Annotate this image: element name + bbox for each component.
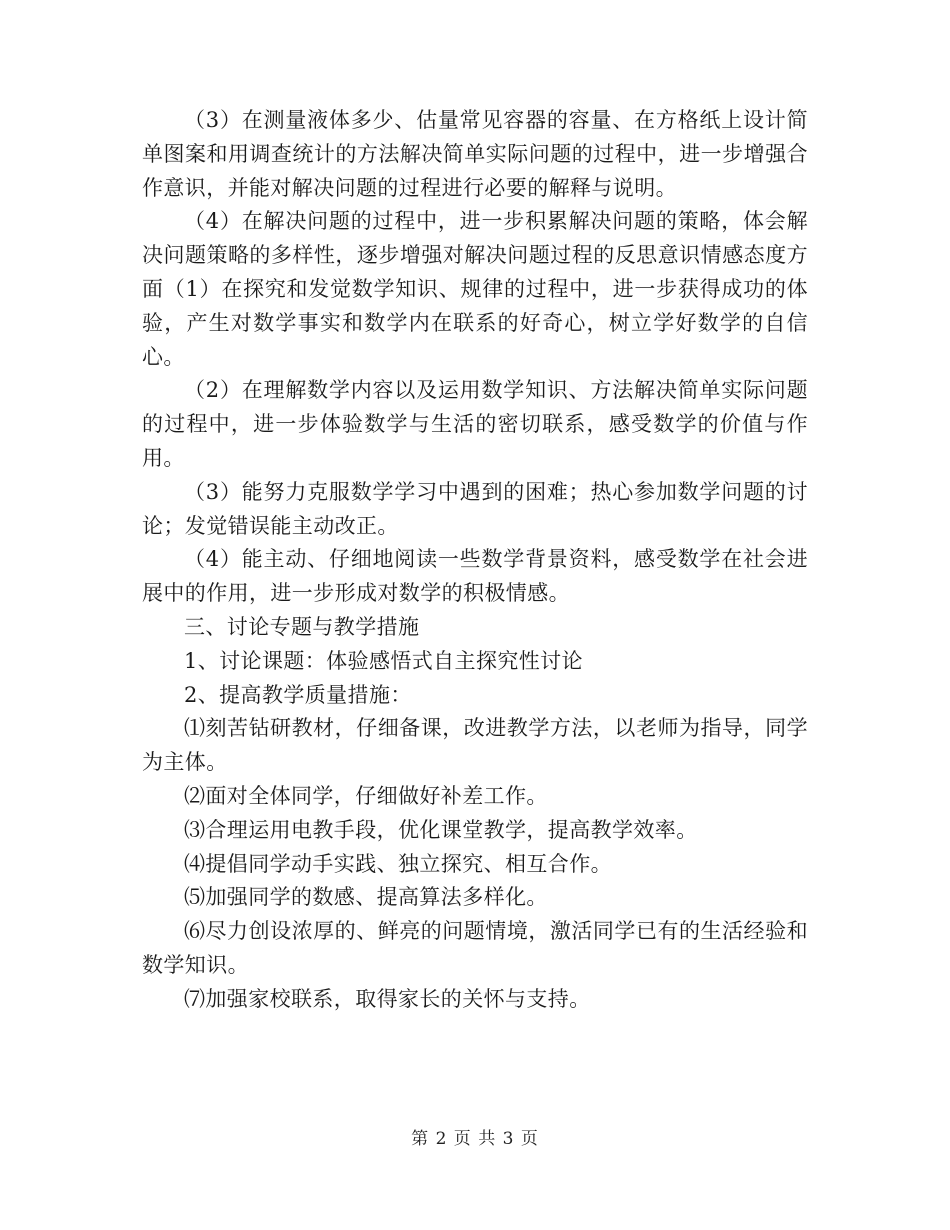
paragraph-2: （4）在解决问题的过程中，进一步积累解决问题的策略，体会解决问题策略的多样性，逐步增强对解决问题过程的反思意识情感态度方面（1）在探究和发觉数学知识、规律的过程中，进一步获得成功的体验，产生对数学事实和数学内在联系的好奇心，树立学好数学的自信心。 [142, 209, 808, 369]
document-body [142, 104, 808, 1017]
paragraph-1: （3）在测量液体多少、估量常见容器的容量、在方格纸上设计简单图案和用调查统计的方法解决简单实际问题的过程中，进一步增强合作意识，并能对解决问题的过程进行必要的解释与说明。 [142, 108, 808, 200]
research-topic: 1、讨论课题：体验感悟式自主探究性讨论 [184, 648, 583, 673]
measure-item-1: ⑴刻苦钻研教材，仔细备课，改进教学方法，以老师为指导，同学为主体。 [142, 716, 808, 775]
measure-item-7: ⑺加强家校联系，取得家长的关怀与支持。 [184, 986, 591, 1011]
paragraph-5: （4）能主动、仔细地阅读一些数学背景资料，感受数学在社会进展中的作用，进一步形成对数学的积极情感。 [142, 547, 808, 606]
measures-heading: 2、提高教学质量措施： [184, 682, 412, 707]
section-heading: 三、讨论专题与教学措施 [184, 614, 420, 639]
measure-item-3: ⑶合理运用电教手段，优化课堂教学，提高教学效率。 [184, 817, 698, 842]
measure-item-6: ⑹尽力创设浓厚的、鲜亮的问题情境，激活同学已有的生活经验和数学知识。 [142, 919, 808, 977]
measure-item-4: ⑷提倡同学动手实践、独立探究、相互合作。 [184, 851, 612, 876]
measure-item-2: ⑵面对全体同学，仔细做好补差工作。 [184, 783, 548, 808]
paragraph-4: （3）能努力克服数学学习中遇到的困难；热心参加数学问题的讨论；发觉错误能主动改正。 [142, 479, 808, 538]
paragraph-3: （2）在理解数学内容以及运用数学知识、方法解决简单实际问题的过程中，进一步体验数学与生活的密切联系，感受数学的价值与作用。 [142, 378, 808, 470]
page-number-footer: 第 2 页 共 3 页 [411, 1129, 539, 1149]
measure-item-5: ⑸加强同学的数感、提高算法多样化。 [184, 885, 548, 910]
